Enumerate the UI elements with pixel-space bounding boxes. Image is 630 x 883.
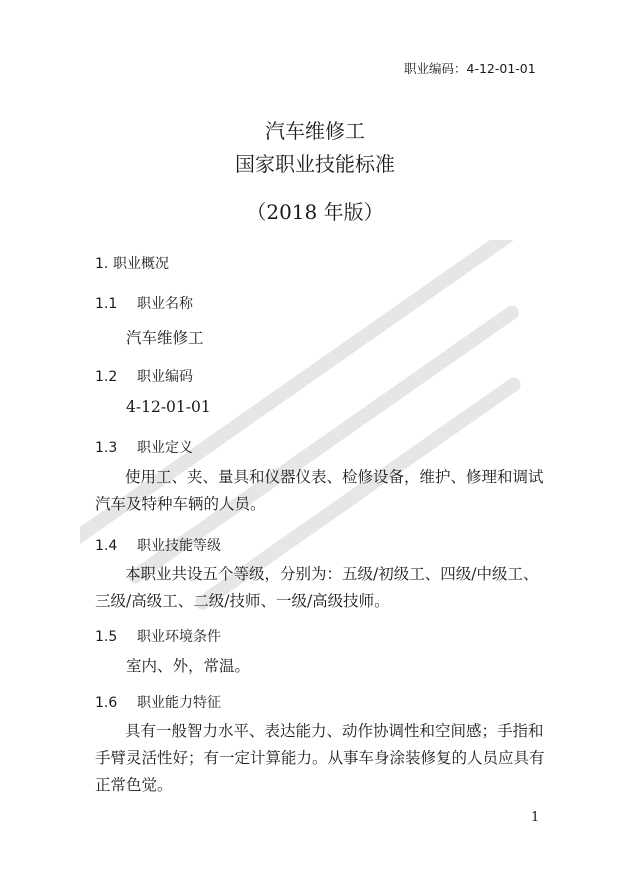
section-number: 1.3 [95,440,118,456]
section-1-6-heading [95,692,221,712]
paragraph-line: 具有一般智力水平、表达能力、动作协调性和空间感；手指和 [125,722,544,740]
section-title: 职业编码 [137,369,193,385]
paragraph-line: 本职业共设五个等级，分别为：五级/初级工、四级/中级工、 [125,565,539,583]
paragraph-line: 使用工、夹、量具和仪器仪表、检修设备，维护、修理和调试 [125,468,544,486]
occupation-name-text: 汽车维修工 [126,329,204,347]
section-title: 职业技能等级 [137,538,221,554]
occupation-code-text: 4-12-01-01 [126,398,211,416]
document-subtitle: 国家职业技能标准 [235,152,395,176]
occupation-code-header: 职业编码：4-12-01-01 [404,61,536,76]
section-title: 职业能力特征 [137,695,221,711]
page-number: 1 [531,810,540,825]
section-1-heading [95,253,169,273]
edition-label: （2018 年版） [246,200,384,224]
section-1-3-heading [95,437,193,457]
section-title: 职业概况 [113,256,169,272]
document-title: 汽车维修工 [265,119,365,143]
occupation-definition-paragraph [95,464,555,518]
section-1-2-heading [95,366,193,386]
paragraph-line: 三级/高级工、二级/技师、一级/高级技师。 [95,592,390,610]
section-1-4-heading [95,535,221,555]
section-1-1-heading [95,293,193,313]
section-title: 职业定义 [137,440,193,456]
section-number: 1. [95,256,109,272]
section-number: 1.2 [95,369,118,385]
section-number: 1.5 [95,629,118,645]
paragraph-line: 正常色觉。 [95,776,173,794]
section-number: 1.6 [95,695,118,711]
section-number: 1.1 [95,296,118,312]
section-title: 职业名称 [137,296,193,312]
environment-text: 室内、外，常温。 [126,657,251,675]
ability-characteristics-paragraph [95,718,555,799]
section-1-5-heading [95,626,221,646]
section-number: 1.4 [95,538,118,554]
paragraph-line: 汽车及特种车辆的人员。 [95,495,266,513]
paragraph-line: 手臂灵活性好；有一定计算能力。从事车身涂装修复的人员应具有 [95,749,545,767]
skill-levels-paragraph [95,561,555,615]
section-title: 职业环境条件 [137,629,221,645]
